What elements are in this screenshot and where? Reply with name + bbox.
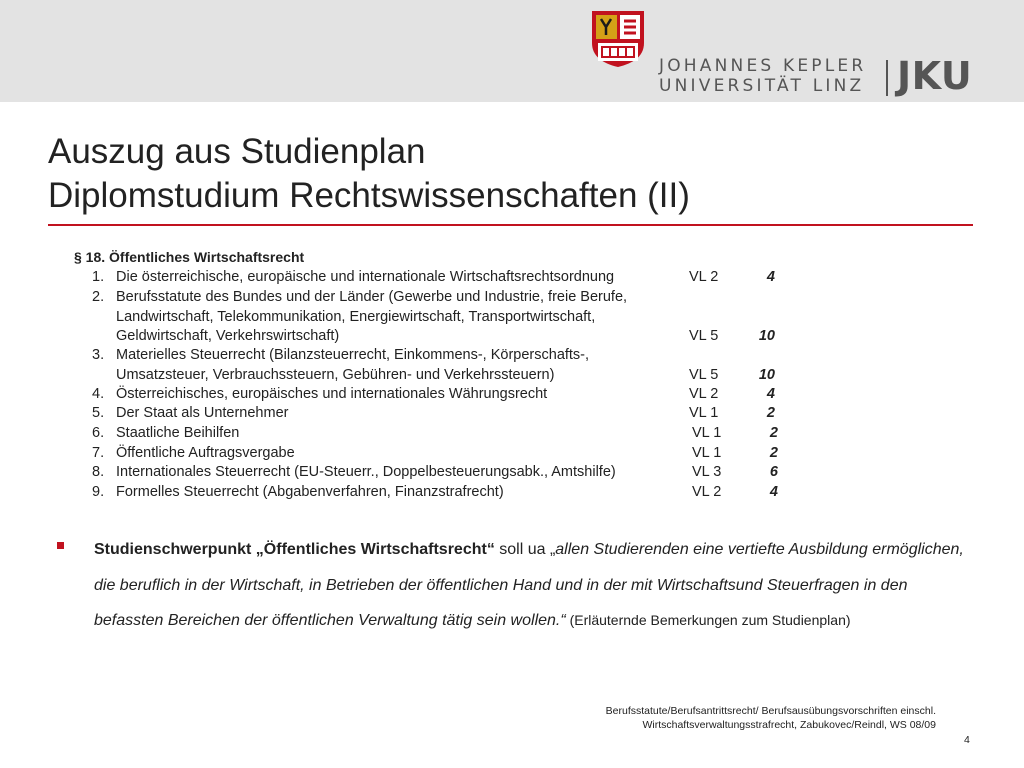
course-number: 2. (92, 289, 105, 305)
course-title-line: Der Staat als Unternehmer (116, 405, 289, 421)
course-ects: 10 (758, 366, 775, 383)
bullet-plain-text: soll ua „ (494, 541, 556, 558)
course-type: VL 1 (692, 425, 722, 441)
jku-logo: JKU (897, 54, 973, 98)
footnote (606, 705, 936, 732)
course-ects: 2 (769, 445, 778, 461)
bullet-source-text: (Erläuternde Bemerkungen zum Studienplan) (565, 612, 851, 628)
course-type: VL 2 (689, 269, 719, 285)
course-ects: 4 (766, 269, 775, 285)
slide-title-line2: Diplomstudium Rechtswissenschaften (II) (48, 176, 690, 215)
course-type: VL 5 (689, 328, 719, 344)
bullet-square-icon (57, 542, 64, 549)
course-title-line: Formelles Steuerrecht (Abgabenverfahren, Finanzstrafrecht) (116, 484, 504, 500)
title-underline (48, 224, 973, 226)
course-type: VL 1 (692, 445, 722, 461)
course-title-line: Öffentliche Auftragsvergabe (116, 445, 295, 461)
course-type: VL 2 (689, 386, 719, 402)
course-title-line: Materielles Steuerrecht (Bilanzsteuerrecht, Einkommens-, Körperschafts-, (116, 347, 590, 363)
course-title-line: Österreichisches, europäisches und internationales Währungsrecht (116, 386, 548, 402)
slide-title (48, 130, 690, 218)
course-title-line: Umsatzsteuer, Verbrauchssteuern, Gebühren- und Verkehrssteuern) (116, 366, 555, 383)
course-number: 9. (92, 484, 105, 500)
logo-divider (886, 60, 888, 96)
course-number: 6. (92, 425, 105, 441)
course-title-line: Geldwirtschaft, Verkehrswirtschaft) (116, 328, 340, 344)
section-title: § 18. Öffentliches Wirtschaftsrecht (74, 249, 305, 265)
course-number: 8. (92, 464, 105, 480)
course-number: 4. (92, 386, 105, 402)
footnote-line1: Berufsstatute/Berufsantrittsrecht/ Berufsausübungsvorschriften einschl. (605, 705, 936, 717)
bullet-text (94, 532, 974, 639)
course-ects: 10 (758, 328, 775, 344)
university-name-line2: UNIVERSITÄT LINZ (659, 76, 865, 96)
course-number: 1. (92, 269, 105, 285)
course-type: VL 5 (689, 366, 719, 383)
header-band (0, 0, 1024, 102)
bullet-quote-text: allen Studierenden eine vertiefte Ausbildung ermöglichen, die beruflich in der Wirtschaft, in Betrieben der öffentlichen Hand und in der mit Wirtschaftsund Steuerfragen in den befassten Bereichen der öffentlichen Verwaltung tätig sein wollen.“ (94, 541, 964, 629)
course-type: VL 2 (692, 484, 722, 500)
course-type: VL 3 (692, 464, 722, 480)
bullet-bold-text: Studienschwerpunkt „Öffentliches Wirtschaftsrecht“ (94, 541, 495, 558)
course-title-line: Internationales Steuerrecht (EU-Steuerr., Doppelbesteuerungsabk., Amtshilfe) (116, 464, 616, 480)
course-ects: 2 (769, 425, 778, 441)
course-ects: 6 (769, 464, 778, 480)
course-title-line: Berufsstatute des Bundes und der Länder (Gewerbe und Industrie, freie Berufe, (116, 289, 628, 305)
course-ects: 4 (766, 386, 775, 402)
course-number: 5. (92, 405, 105, 421)
slide-title-line1: Auszug aus Studienplan (48, 132, 426, 171)
course-type: VL 1 (689, 405, 719, 421)
footnote-line2: Wirtschaftsverwaltungsstrafrecht, Zabukovec/Reindl, WS 08/09 (642, 718, 936, 731)
course-number: 7. (92, 445, 105, 461)
course-title-line: Landwirtschaft, Telekommunikation, Energiewirtschaft, Transportwirtschaft, (116, 308, 596, 325)
university-name-line1: JOHANNES KEPLER (659, 56, 867, 76)
course-number: 3. (92, 347, 105, 363)
page-number: 4 (964, 734, 970, 746)
coat-of-arms-icon (590, 9, 646, 69)
course-title-line: Staatliche Beihilfen (116, 425, 240, 441)
course-ects: 2 (766, 405, 775, 421)
university-name (659, 56, 866, 96)
course-title-line: Die österreichische, europäische und internationale Wirtschaftsrechtsordnung (116, 269, 615, 285)
course-ects: 4 (769, 484, 778, 500)
